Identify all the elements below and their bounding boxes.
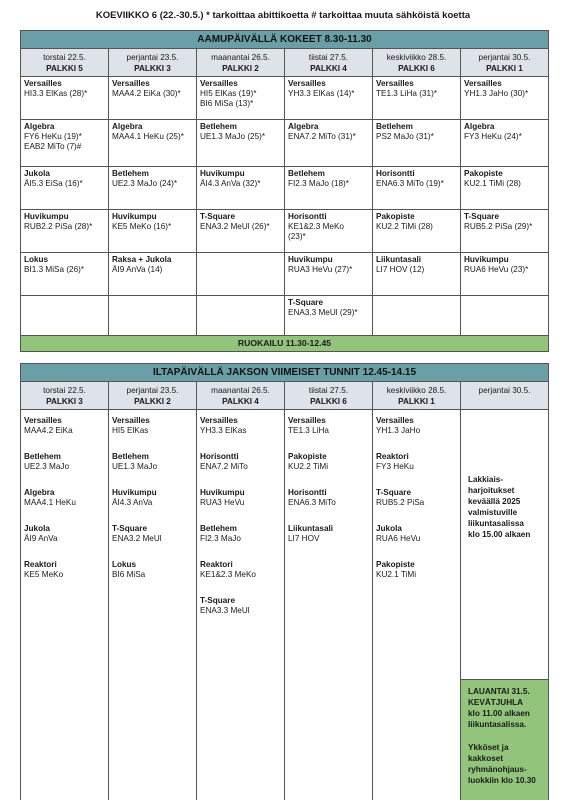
exam-course: ÄI5.3 EiSa (16)* xyxy=(24,179,83,188)
exam-course: YH1.3 JaHo (30)* xyxy=(464,89,529,98)
lesson-item xyxy=(24,524,105,544)
day-label: tiistai 27.5. xyxy=(308,386,349,395)
room-name: Algebra xyxy=(112,122,143,131)
note-line: harjoitukset xyxy=(468,486,515,495)
room-name: T-Square xyxy=(200,212,236,221)
room-name: Versailles xyxy=(376,416,414,425)
room-name: Versailles xyxy=(288,416,326,425)
exam-cell xyxy=(461,296,549,336)
lunch-bar: RUOKAILU 11.30-12.45 xyxy=(21,336,549,352)
lesson-course: YH3.3 ElKas xyxy=(200,426,247,435)
exam-cell xyxy=(285,253,373,296)
lesson-course: MAA4.1 HeKu xyxy=(24,498,76,507)
exam-cell xyxy=(373,296,461,336)
note-line: LAUANTAI 31.5. xyxy=(468,687,530,696)
lesson-item xyxy=(288,416,369,436)
room-name: Algebra xyxy=(24,122,55,131)
room-name: Lokus xyxy=(112,560,137,569)
exam-course: ÄI4.3 AnVa (32)* xyxy=(200,179,261,188)
exam-course: FI2.3 MaJo (18)* xyxy=(288,179,349,188)
exam-course: ENA3.2 MeUl (26)* xyxy=(200,222,270,231)
room-name: Versailles xyxy=(112,416,150,425)
day-label: maanantai 26.5. xyxy=(211,386,270,395)
lesson-column xyxy=(373,410,461,800)
room-name: Betlehem xyxy=(112,452,149,461)
day-label: maanantai 26.5. xyxy=(211,53,270,62)
exam-cell xyxy=(461,77,549,120)
room-name: T-Square xyxy=(464,212,500,221)
exam-cell xyxy=(197,77,285,120)
palkki-label: PALKKI 1 xyxy=(486,64,523,73)
note-line: valmistuville xyxy=(468,508,518,517)
lesson-item xyxy=(200,416,281,436)
room-name: Versailles xyxy=(24,79,62,88)
exam-course: HI5 ElKas (19)* xyxy=(200,89,257,98)
room-name: Pakopiste xyxy=(376,560,415,569)
day-label: torstai 22.5. xyxy=(43,53,86,62)
lesson-course: LI7 HOV xyxy=(288,534,320,543)
exam-cell xyxy=(373,77,461,120)
exam-course: ENA6.3 MiTo (19)* xyxy=(376,179,444,188)
day-label: tiistai 27.5. xyxy=(308,53,349,62)
lesson-item xyxy=(24,452,105,472)
lesson-item xyxy=(376,452,457,472)
room-name: Algebra xyxy=(464,122,495,131)
lesson-course: KU2.1 TiMi xyxy=(376,570,417,579)
exam-course: RUB2.2 PiSa (28)* xyxy=(24,222,93,231)
exam-course: RUB5.2 PiSa (29)* xyxy=(464,222,533,231)
day-header xyxy=(461,49,549,77)
room-name: T-Square xyxy=(112,524,148,533)
lesson-course: KE5 MeKo xyxy=(24,570,64,579)
note-line: KEVÄTJUHLA xyxy=(468,698,524,707)
exam-row xyxy=(21,77,549,120)
exam-course: FY6 HeKu (19)* xyxy=(24,132,82,141)
palkki-label: PALKKI 1 xyxy=(398,397,435,406)
palkki-label: PALKKI 2 xyxy=(134,397,171,406)
lesson-course: ENA3.2 MeUl xyxy=(112,534,162,543)
note-line: klo 15.00 alkaen xyxy=(468,530,531,539)
lesson-item xyxy=(288,524,369,544)
morning-title: AAMUPÄIVÄLLÄ KOKEET 8.30-11.30 xyxy=(21,31,549,49)
lesson-course: HI5 ElKas xyxy=(112,426,149,435)
room-name: Versailles xyxy=(112,79,150,88)
lesson-column xyxy=(21,410,109,800)
exam-cell xyxy=(197,210,285,253)
lesson-course: ÄI9 AnVa xyxy=(24,534,58,543)
room-name: T-Square xyxy=(376,488,412,497)
note-line: liikuntasalissa. xyxy=(468,720,527,729)
exam-course: BI6 MiSa (13)* xyxy=(200,99,254,108)
exam-course: UE1.3 MaJo (25)* xyxy=(200,132,266,141)
room-name: T-Square xyxy=(200,596,236,605)
room-name: Horisontti xyxy=(376,169,415,178)
exam-cell xyxy=(197,167,285,210)
lesson-item xyxy=(376,488,457,508)
afternoon-lesson-table xyxy=(20,363,549,800)
lesson-course: FI2.3 MaJo xyxy=(200,534,241,543)
exam-cell xyxy=(285,120,373,167)
lesson-item xyxy=(112,452,193,472)
lesson-item xyxy=(112,488,193,508)
lesson-item xyxy=(376,560,457,580)
lesson-course: ENA6.3 MiTo xyxy=(288,498,336,507)
exam-course: MAA4.1 HeKu (25)* xyxy=(112,132,184,141)
exam-cell xyxy=(373,167,461,210)
note-line: luokkiin klo 10.30 xyxy=(468,776,536,785)
day-label: perjantai 23.5. xyxy=(126,386,179,395)
exam-row xyxy=(21,210,549,253)
room-name: Huvikumpu xyxy=(200,488,245,497)
exam-cell xyxy=(197,120,285,167)
lesson-item xyxy=(112,560,193,580)
lesson-course: RUA6 HeVu xyxy=(376,534,421,543)
exam-cell xyxy=(461,167,549,210)
room-name: T-Square xyxy=(288,298,324,307)
note-line: klo 11.00 alkaen xyxy=(468,709,530,718)
exam-course: UE2.3 MaJo (24)* xyxy=(112,179,178,188)
exam-course: BI1.3 MiSa (26)* xyxy=(24,265,85,274)
palkki-label: PALKKI 5 xyxy=(46,64,83,73)
room-name: Huvikumpu xyxy=(464,255,509,264)
exam-cell xyxy=(21,210,109,253)
room-name: Betlehem xyxy=(288,169,325,178)
exam-cell xyxy=(109,253,197,296)
exam-course: YH3.3 ElKas (14)* xyxy=(288,89,355,98)
exam-cell xyxy=(21,296,109,336)
exam-course: (23)* xyxy=(288,232,306,241)
exam-cell xyxy=(109,210,197,253)
day-label: perjantai 30.5. xyxy=(478,386,531,395)
day-header xyxy=(197,382,285,410)
day-header xyxy=(285,382,373,410)
exam-cell xyxy=(285,167,373,210)
note-line: Lakkiais- xyxy=(468,475,504,484)
room-name: Jukola xyxy=(24,524,50,533)
lesson-course: MAA4.2 EiKa xyxy=(24,426,73,435)
festival-info xyxy=(464,686,545,730)
exam-cell xyxy=(109,167,197,210)
room-name: Betlehem xyxy=(24,452,61,461)
day-header xyxy=(109,49,197,77)
exam-course: ENA7.2 MiTo (31)* xyxy=(288,132,356,141)
room-name: Lokus xyxy=(24,255,49,264)
lesson-item xyxy=(200,488,281,508)
lesson-item xyxy=(200,596,281,616)
exam-course: ÄI9 AnVa (14) xyxy=(112,265,163,274)
room-name: Versailles xyxy=(288,79,326,88)
room-name: Algebra xyxy=(288,122,319,131)
day-header xyxy=(21,49,109,77)
afternoon-title: ILTAPÄIVÄLLÄ JAKSON VIIMEISET TUNNIT 12.45-14.15 xyxy=(21,364,549,382)
exam-course: RUA6 HeVu (23)* xyxy=(464,265,529,274)
exam-course: MAA4.2 EiKa (30)* xyxy=(112,89,181,98)
note-line: keväällä 2025 xyxy=(468,497,521,506)
lesson-item xyxy=(376,524,457,544)
lesson-course: ENA7.2 MiTo xyxy=(200,462,248,471)
exam-cell xyxy=(461,253,549,296)
day-header xyxy=(21,382,109,410)
lesson-course: TE1.3 LiHa xyxy=(288,426,329,435)
exam-cell xyxy=(461,210,549,253)
room-name: Huvikumpu xyxy=(24,212,69,221)
note-line: kakkoset xyxy=(468,754,504,763)
room-name: Jukola xyxy=(24,169,50,178)
lesson-course: ENA3.3 MeUl xyxy=(200,606,250,615)
exam-course: KE5 MeKo (16)* xyxy=(112,222,172,231)
lesson-item xyxy=(288,452,369,472)
room-name: Huvikumpu xyxy=(112,212,157,221)
lesson-item xyxy=(24,488,105,508)
palkki-label: PALKKI 4 xyxy=(310,64,347,73)
lesson-course: ÄI4.3 AnVa xyxy=(112,498,153,507)
lesson-item xyxy=(200,524,281,544)
exam-course: KU2.2 TiMi (28) xyxy=(376,222,433,231)
lesson-course: UE2.3 MaJo xyxy=(24,462,70,471)
room-name: Algebra xyxy=(24,488,55,497)
exam-cell xyxy=(21,167,109,210)
room-name: Huvikumpu xyxy=(112,488,157,497)
room-name: Versailles xyxy=(376,79,414,88)
room-name: Betlehem xyxy=(200,524,237,533)
lesson-item xyxy=(200,560,281,580)
lesson-course: YH1.3 JaHo xyxy=(376,426,421,435)
exam-cell xyxy=(373,120,461,167)
lesson-row xyxy=(21,410,549,680)
graduation-rehearsal-note xyxy=(461,410,549,680)
exam-row xyxy=(21,120,549,167)
note-line: ryhmänohjaus- xyxy=(468,765,527,774)
room-name: Betlehem xyxy=(200,122,237,131)
exam-cell xyxy=(197,253,285,296)
room-name: Liikuntasali xyxy=(288,524,334,533)
room-name: Pakopiste xyxy=(376,212,415,221)
day-label: keskiviikko 28.5. xyxy=(386,53,447,62)
room-name: Betlehem xyxy=(112,169,149,178)
room-name: Horisontti xyxy=(288,488,327,497)
room-name: Huvikumpu xyxy=(200,169,245,178)
day-label: perjantai 30.5. xyxy=(478,53,531,62)
lesson-course: RUB5.2 PiSa xyxy=(376,498,425,507)
room-name: Pakopiste xyxy=(464,169,503,178)
lesson-item xyxy=(376,416,457,436)
exam-course: ENA3.3 MeUl (29)* xyxy=(288,308,358,317)
exam-row xyxy=(21,253,549,296)
room-name: Raksa + Jukola xyxy=(112,255,172,264)
lesson-course: RUA3 HeVu xyxy=(200,498,245,507)
day-header xyxy=(461,382,549,410)
room-name: Horisontti xyxy=(200,452,239,461)
room-name: Reaktori xyxy=(376,452,409,461)
exam-cell xyxy=(373,253,461,296)
exam-course: TE1.3 LiHa (31)* xyxy=(376,89,437,98)
exam-course: HI3.3 ElKas (28)* xyxy=(24,89,88,98)
exam-cell xyxy=(109,296,197,336)
palkki-label: PALKKI 3 xyxy=(134,64,171,73)
day-header xyxy=(197,49,285,77)
day-label: perjantai 23.5. xyxy=(126,53,179,62)
room-name: Jukola xyxy=(376,524,402,533)
exam-course: FY3 HeKu (24)* xyxy=(464,132,522,141)
exam-cell xyxy=(21,120,109,167)
exam-row xyxy=(21,296,549,336)
room-name: Betlehem xyxy=(376,122,413,131)
exam-course: LI7 HOV (12) xyxy=(376,265,425,274)
palkki-label: PALKKI 4 xyxy=(222,397,259,406)
palkki-label: PALKKI 6 xyxy=(398,64,435,73)
lesson-item xyxy=(200,452,281,472)
exam-row xyxy=(21,167,549,210)
note-line: Ykköset ja xyxy=(468,743,509,752)
lesson-course: KU2.2 TiMi xyxy=(288,462,329,471)
lesson-item xyxy=(24,560,105,580)
lesson-item xyxy=(112,416,193,436)
room-name: Horisontti xyxy=(288,212,327,221)
lesson-course: BI6 MiSa xyxy=(112,570,146,579)
room-name: Reaktori xyxy=(24,560,57,569)
morning-exam-table xyxy=(20,30,549,352)
day-header xyxy=(285,49,373,77)
lesson-item xyxy=(288,488,369,508)
exam-cell xyxy=(197,296,285,336)
exam-course: PS2 MaJo (31)* xyxy=(376,132,434,141)
room-name: Versailles xyxy=(200,79,238,88)
exam-course: EAB2 MiTo (7)# xyxy=(24,142,82,151)
day-label: torstai 22.5. xyxy=(43,386,86,395)
room-name: Versailles xyxy=(464,79,502,88)
exam-cell xyxy=(285,210,373,253)
lesson-item xyxy=(24,416,105,436)
room-name: Pakopiste xyxy=(288,452,327,461)
day-header xyxy=(373,382,461,410)
page-header: KOEVIIKKO 6 (22.-30.5.) * tarkoittaa abittikoetta # tarkoittaa muuta sähköistä koetta xyxy=(95,10,471,21)
lesson-item xyxy=(112,524,193,544)
palkki-label: PALKKI 6 xyxy=(310,397,347,406)
exam-cell xyxy=(461,120,549,167)
lesson-course: KE1&2.3 MeKo xyxy=(200,570,256,579)
lesson-column xyxy=(109,410,197,800)
spring-festival-note xyxy=(461,680,549,800)
homeroom-info xyxy=(464,742,545,786)
room-name: Versailles xyxy=(200,416,238,425)
lesson-column xyxy=(197,410,285,800)
day-label: keskiviikko 28.5. xyxy=(386,386,447,395)
palkki-label: PALKKI 3 xyxy=(46,397,83,406)
exam-course: RUA3 HeVu (27)* xyxy=(288,265,353,274)
room-name: Huvikumpu xyxy=(288,255,333,264)
exam-course: KE1&2.3 MeKo xyxy=(288,222,344,231)
day-header xyxy=(109,382,197,410)
day-header xyxy=(373,49,461,77)
exam-cell xyxy=(373,210,461,253)
palkki-label: PALKKI 2 xyxy=(222,64,259,73)
exam-cell xyxy=(109,120,197,167)
exam-cell xyxy=(285,296,373,336)
lesson-course: FY3 HeKu xyxy=(376,462,414,471)
room-name: Versailles xyxy=(24,416,62,425)
exam-cell xyxy=(21,253,109,296)
room-name: Reaktori xyxy=(200,560,233,569)
exam-cell xyxy=(21,77,109,120)
room-name: Liikuntasali xyxy=(376,255,422,264)
exam-course: KU2.1 TiMi (28) xyxy=(464,179,521,188)
exam-cell xyxy=(109,77,197,120)
exam-cell xyxy=(285,77,373,120)
lesson-column xyxy=(285,410,373,800)
lesson-course: UE1.3 MaJo xyxy=(112,462,158,471)
note-line: liikuntasalissa xyxy=(468,519,524,528)
